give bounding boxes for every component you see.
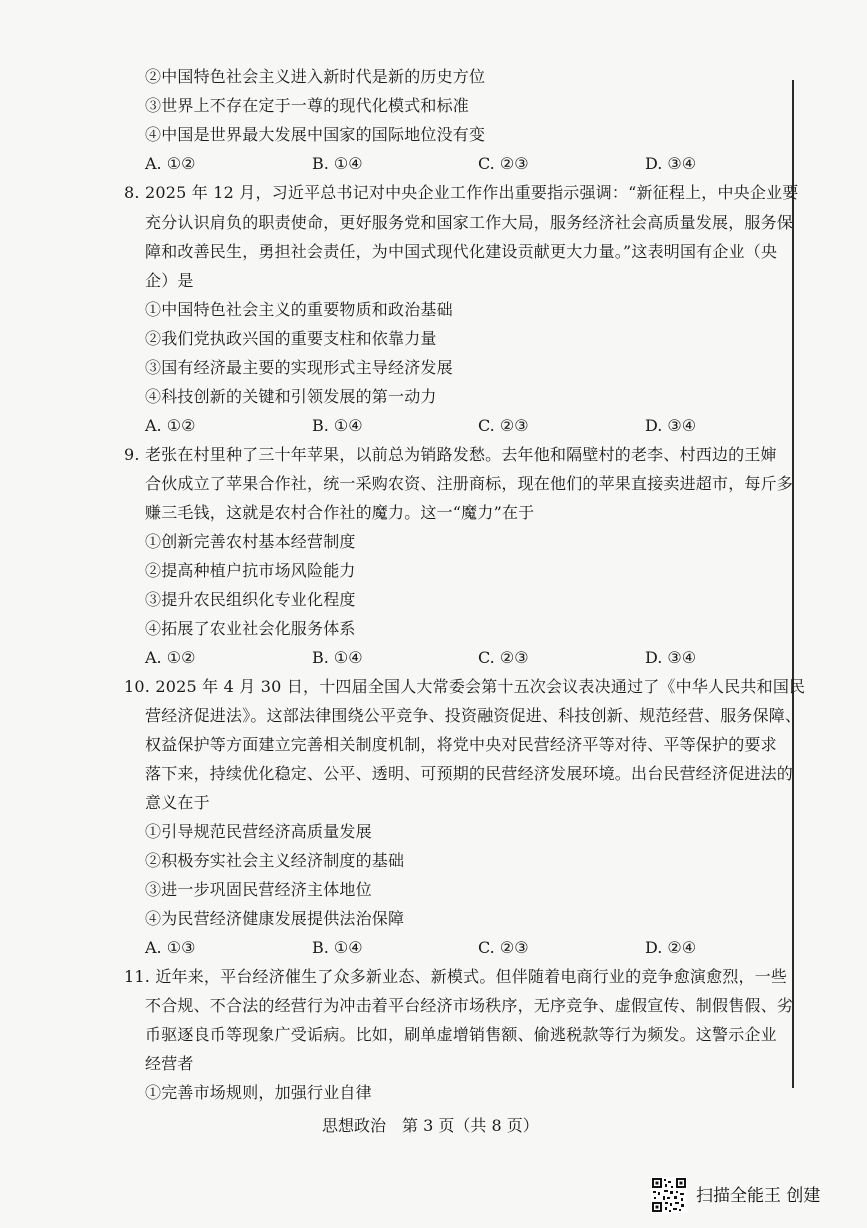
q8-item-4: ④科技创新的关键和引领发展的第一动力	[145, 387, 437, 406]
q9-item-1: ①创新完善农村基本经营制度	[145, 532, 356, 551]
q9-item-4: ④拓展了农业社会化服务体系	[145, 619, 356, 638]
q9-item-3: ③提升农民组织化专业化程度	[145, 590, 356, 609]
q9-item-2: ②提高种植户抗市场风险能力	[145, 561, 356, 580]
q8-stem-line-3: 障和改善民生，勇担社会责任，为中国式现代化建设贡献更大力量。”这表明国有企业（央	[145, 242, 778, 261]
q7-option-d[interactable]: D. ③④	[645, 154, 697, 173]
q7-item-2: ②中国特色社会主义进入新时代是新的历史方位	[145, 67, 486, 86]
q10-item-3: ③进一步巩固民营经济主体地位	[145, 880, 372, 899]
q7-options	[145, 153, 705, 175]
q10-stem-line-4: 落下来，持续优化稳定、公平、透明、可预期的民营经济发展环境。出台民营经济促进法的	[145, 764, 794, 783]
q10-option-c[interactable]: C. ②③	[478, 938, 529, 957]
q10-option-a[interactable]: A. ①③	[145, 938, 196, 957]
q8-item-2: ②我们党执政兴国的重要支柱和依靠力量	[145, 329, 437, 348]
q10-item-1: ①引导规范民营经济高质量发展	[145, 822, 372, 841]
q8-options	[145, 415, 705, 437]
q9-option-d[interactable]: D. ③④	[645, 648, 697, 667]
page-footer: 思想政治 第 3 页（共 8 页）	[322, 1116, 539, 1135]
q11-stem-line-2: 不合规、不合法的经营行为冲击着平台经济市场秩序，无序竞争、虚假宣传、制假售假、劣	[145, 996, 794, 1015]
q9-option-a[interactable]: A. ①②	[145, 648, 196, 667]
q9-stem-line-2: 合伙成立了苹果合作社，统一采购农资、注册商标，现在他们的苹果直接卖进超市，每斤多	[145, 474, 794, 493]
q10-option-d[interactable]: D. ②④	[645, 938, 697, 957]
q8-option-a[interactable]: A. ①②	[145, 416, 196, 435]
q11-stem-line-4: 经营者	[145, 1054, 194, 1073]
q11-stem-line-3: 币驱逐良币等现象广受诟病。比如，刷单虚增销售额、偷逃税款等行为频发。这警示企业	[145, 1025, 777, 1044]
q8-option-c[interactable]: C. ②③	[478, 416, 529, 435]
q8-option-b[interactable]: B. ①④	[312, 416, 363, 435]
scanner-label: 扫描全能王 创建	[696, 1186, 821, 1206]
q7-option-b[interactable]: B. ①④	[312, 154, 363, 173]
q10-stem-line-3: 权益保护等方面建立完善相关制度机制，将党中央对民营经济平等对待、平等保护的要求	[145, 735, 777, 754]
q8-item-3: ③国有经济最主要的实现形式主导经济发展	[145, 358, 453, 377]
q7-item-4: ④中国是世界最大发展中国家的国际地位没有变	[145, 125, 486, 144]
q10-stem-line-1: 10. 2025 年 4 月 30 日，十四届全国人大常委会第十五次会议表决通过了《中华人民共和国民	[124, 677, 806, 696]
q10-stem-line-2: 营经济促进法》。这部法律围绕公平竞争、投资融资促进、科技创新、规范经营、服务保障、	[145, 706, 802, 725]
q8-item-1: ①中国特色社会主义的重要物质和政治基础	[145, 300, 453, 319]
q9-stem-line-3: 赚三毛钱，这就是农村合作社的魔力。这一“魔力”在于	[145, 503, 535, 522]
q8-stem-line-2: 充分认识肩负的职责使命，更好服务党和国家工作大局，服务经济社会高质量发展，服务保	[145, 213, 794, 232]
q11-item-1: ①完善市场规则，加强行业自律	[145, 1083, 372, 1102]
q9-options	[145, 647, 705, 669]
q10-item-2: ②积极夯实社会主义经济制度的基础	[145, 851, 405, 870]
q11-stem-line-1: 11. 近年来，平台经济催生了众多新业态、新模式。但伴随着电商行业的竞争愈演愈烈，一些	[124, 967, 788, 986]
qr-code-icon	[651, 1177, 687, 1213]
q9-option-b[interactable]: B. ①④	[312, 648, 363, 667]
q10-stem-line-5: 意义在于	[145, 793, 210, 812]
q10-options	[145, 937, 705, 959]
q7-option-c[interactable]: C. ②③	[478, 154, 529, 173]
q8-option-d[interactable]: D. ③④	[645, 416, 697, 435]
q7-option-a[interactable]: A. ①②	[145, 154, 196, 173]
q8-stem-line-4: 企）是	[145, 271, 194, 290]
q7-item-3: ③世界上不存在定于一尊的现代化模式和标准	[145, 96, 470, 115]
q10-item-4: ④为民营经济健康发展提供法治保障	[145, 909, 405, 928]
q9-stem-line-1: 9. 老张在村里种了三十年苹果，以前总为销路发愁。去年他和隔壁村的老李、村西边的王婶	[124, 445, 777, 464]
q10-option-b[interactable]: B. ①④	[312, 938, 363, 957]
q8-stem-line-1: 8. 2025 年 12 月，习近平总书记对中央企业工作作出重要指示强调：“新征程上，中央企业要	[124, 183, 799, 202]
q9-option-c[interactable]: C. ②③	[478, 648, 529, 667]
